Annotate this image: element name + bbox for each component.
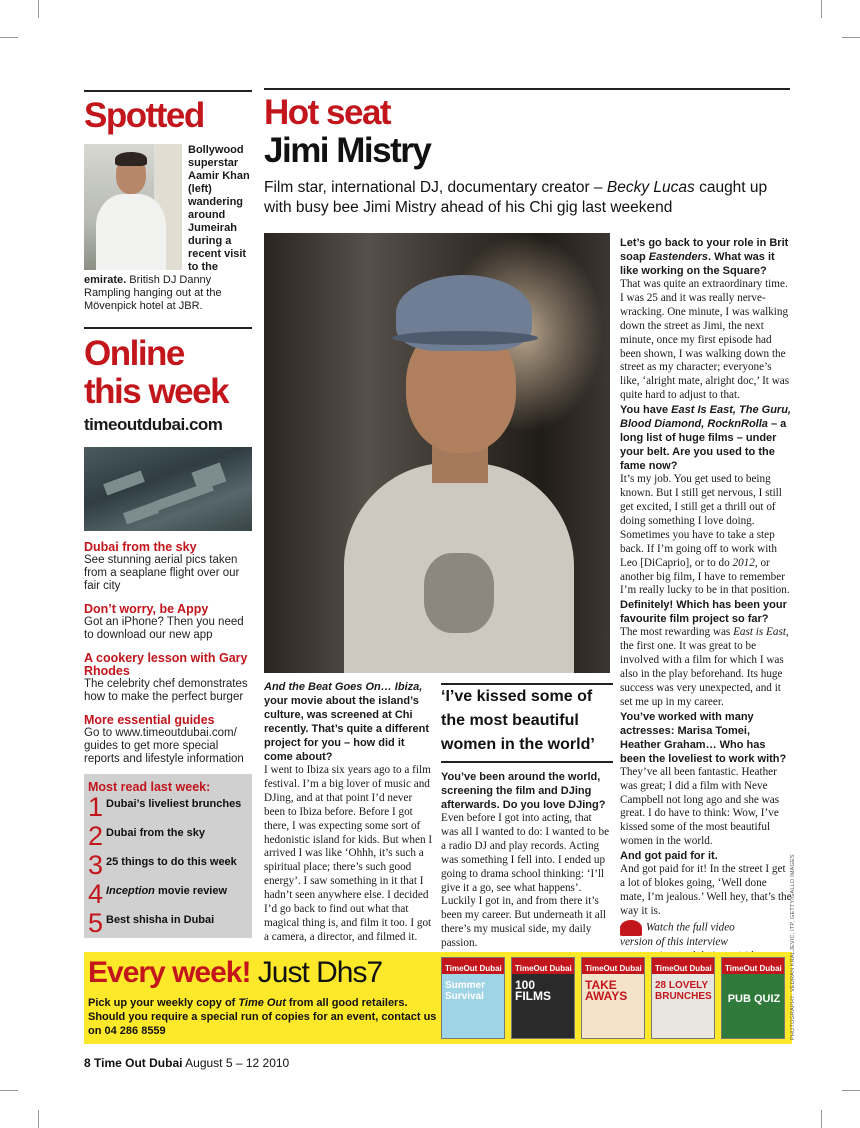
interview-answer: Even before I got into acting, that was all I wanted to do: I wanted to be a radio DJ and play records. Acting was something I fell into. I ended up going to drama school thinking: ‘I’ll give it a go, see what happens’. Luckily I got in, and from there it’s been my career. But underneath it all there’s my musical side, my daily passion. — [441, 812, 610, 950]
article-standfirst: Film star, international DJ, documentary creator – Becky Lucas caught up with busy bee Jimi Mistry ahead of his Chi gig last weekend — [264, 179, 768, 216]
page-footer: 8 Time Out Dubai August 5 – 12 2010 — [84, 1056, 290, 1070]
online-item[interactable]: More essential guides Go to www.timeoutdubai.com/ guides to get more special reports and lifestyle information — [84, 713, 244, 765]
interview-answer: They’ve all been fantastic. Heather was great; I did a film with Neve Campbell not long ago and she was great. I do have to think: Wow, I’ve kissed some of the most beautiful women in the world. — [620, 765, 780, 848]
spotted-section — [84, 144, 252, 313]
most-read-item[interactable]: 2 Dubai from the sky — [88, 821, 206, 851]
interview-answer: And got paid for it! In the street I get a lot of blokes going, ‘Well done mate, I’m jealous.’ Well hey, that’s the way it is. — [620, 863, 792, 917]
spotted-caption: British DJ Danny Rampling hanging out at the Mövenpick hotel at JBR. — [84, 274, 222, 312]
spotted-title: Spotted — [84, 90, 252, 136]
magazine-cover: TimeOut Dubai 100 FILMS — [511, 957, 575, 1039]
online-title: Online this week — [84, 327, 252, 411]
interview-answer: That was quite an extraordinary time. I was 25 and it was really nerve-wracking. One minute, I was walking down the street as Jimi, the next minute, once my first episode had been shown, I was walking down the street as my character; everyone’s like, ‘alright mate, alright doc,’ It was quite hard to adjust to that. — [620, 278, 790, 402]
article-kicker: Hot seat — [264, 93, 391, 132]
interview-question: You have East Is East, The Guru, Blood Diamond, RocknRolla – a long list of huge films – under your belt. Are you used to the fame now? — [620, 404, 791, 473]
crop-mark — [842, 37, 860, 38]
interview-answer: I went to Ibiza six years ago to a film festival. I’m a big lover of music and DJing, and at that point I’d never been to Ibiza before. Before I got there, I was expecting some sort of hedonistic island for kids. But when I arrived I was like ‘Ohhh, it’s such a spiritual place; there’s such good energy’. I saw something in it that I hadn’t seen anywhere else. I decided I’d go back to find out what that magical thing is, and film it too. I got a camera, a director, and filmed it. — [264, 764, 433, 943]
article-header — [264, 88, 790, 218]
interview-answer: It’s my job. You get used to being known. But I still get nervous, I still get excited, I still get a thrill out of doing something I love doing. Sometimes you have to take a step back. If I’m going off to work with Leo [DiCaprio], or to do 2012, or another big film, I have to remember I’m really lucky to be in that position. — [620, 473, 790, 597]
magazine-cover: TimeOut Dubai TAKE AWAYS — [581, 957, 645, 1039]
online-item[interactable]: Dubai from the sky See stunning aerial pics taken from a seaplane flight over our fair city — [84, 540, 240, 592]
most-read-item[interactable]: 1 Dubai’s liveliest brunches — [88, 792, 242, 822]
crop-mark — [38, 0, 39, 18]
crop-mark — [821, 0, 822, 18]
subscription-banner — [84, 952, 792, 1044]
spotted-caption-bold: Bollywood superstar Aamir Khan (left) wandering around Jumeirah during a recent visit to the emirate. — [84, 144, 250, 286]
crop-mark — [0, 1090, 18, 1091]
most-read-item[interactable]: 4 Inception movie review — [88, 879, 228, 909]
interview-question: Definitely! Which has been your favourite film project so far? — [620, 599, 787, 626]
banner-text: Pick up your weekly copy of Time Out from all good retailers. Should you require a special run of copies for an event, contact us on 04 286 8559 — [88, 997, 437, 1037]
crop-mark — [842, 1090, 860, 1091]
interview-question: And got paid for it. — [620, 850, 718, 863]
interview-question: And the Beat Goes On… Ibiza, your movie about the island’s culture, was screened at Chi recently. That’s quite a different project for you – how did it come about? — [264, 681, 430, 763]
most-read-item[interactable]: 3 25 things to do this week — [88, 850, 237, 880]
magazine-cover: TimeOut Dubai Summer Survival — [441, 957, 505, 1039]
online-item[interactable]: A cookery lesson with Gary Rhodes The celebrity chef demonstrates how to make the perfect burger — [84, 651, 248, 703]
video-link[interactable]: Watch the full video version of this interview — [620, 921, 735, 948]
video-camera-icon — [620, 920, 642, 936]
jimi-mistry-photo — [264, 233, 610, 673]
article-column-1 — [264, 680, 436, 945]
pull-quote: ‘I’ve kissed some of the most beautiful women in the world’ — [441, 683, 613, 763]
magazine-cover: TimeOut Dubai 28 LOVELY BRUNCHES — [651, 957, 715, 1039]
article-title: Jimi Mistry — [264, 131, 431, 170]
interview-question: You’ve been around the world, screening the film and DJing afterwards. Do you love DJing? — [441, 771, 606, 811]
article-column-3 — [620, 236, 792, 964]
photo-credit: PHOTOGRAPHY: VEDRAN KRALJEVIC, ITP, GETTY/GALLO IMAGES — [790, 854, 796, 1040]
interview-answer: The most rewarding was East is East, the first one. It was great to be involved with a film for which I was also in the play beforehand. Its huge success was very unexpected, and it set me up in my career. — [620, 626, 789, 708]
banner-headline: Every week! Just Dhs7 — [88, 956, 383, 989]
most-read-box — [84, 774, 252, 938]
interview-question: Let’s go back to your role in Brit soap Eastenders. What was it like working on the Square? — [620, 237, 789, 277]
aerial-city-photo — [84, 447, 252, 531]
online-item[interactable]: Don’t worry, be Appy Got an iPhone? Then you need to download our new app — [84, 602, 244, 641]
crop-mark — [38, 1110, 39, 1128]
spotted-photo — [84, 144, 182, 270]
left-sidebar — [84, 90, 252, 938]
online-url[interactable]: timeoutdubai.com — [84, 415, 223, 434]
interview-question: You’ve worked with many actresses: Marisa Tomei, Heather Graham… Who has been the loveliest to work with? — [620, 710, 787, 765]
crop-mark — [0, 37, 18, 38]
most-read-item[interactable]: 5 Best shisha in Dubai — [88, 908, 215, 938]
magazine-cover: TimeOut Dubai PUB QUIZ — [721, 957, 785, 1039]
article-column-2 — [441, 770, 611, 951]
most-read-title: Most read last week: — [88, 780, 211, 794]
crop-mark — [821, 1110, 822, 1128]
